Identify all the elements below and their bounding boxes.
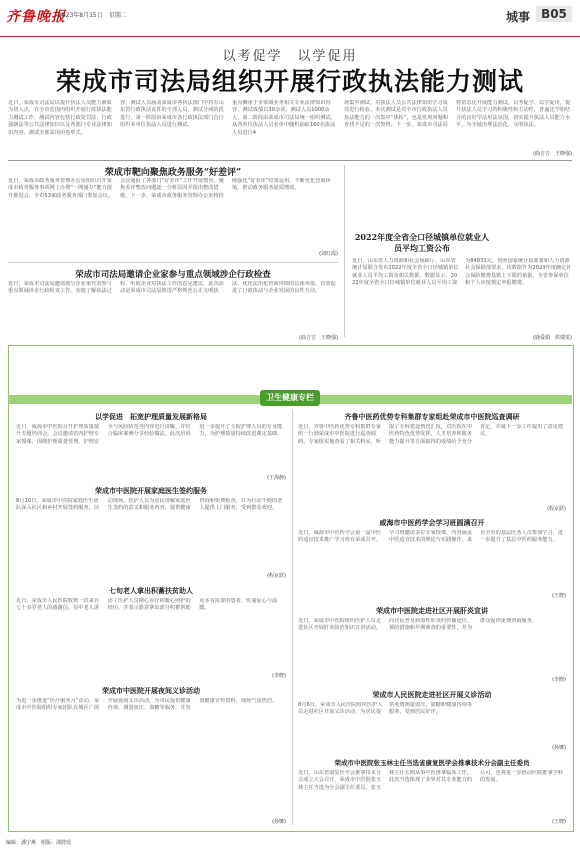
lead-byline: (曲吉吉 王晓强) — [533, 151, 572, 157]
story-a-title: 荣成市靶向聚焦政务服务“好差评” — [104, 168, 242, 178]
divider — [8, 160, 572, 161]
h6-byline: (王晓) — [552, 593, 566, 599]
lead-col-1: 近日，荣成市司法局以提升执法人员能力素质为切入点，在全市范围内组织开展行政执法能力测试工作，测试内容包括行政处罚法、行政强制法等公共法律知识以及各部门专业法律知识内容，测试全部采用闭卷形式。 — [8, 100, 112, 136]
h3-byline: (李晓) — [272, 673, 286, 679]
lead-col-4: 场集中测试，对执法人员公共法律知识学习成效进行检验。本次测试是对全市行政执法人员执法能力的一次集中“体检”，也是发现问题和查找不足的一次契机。下一步，荣成市司法局 — [344, 100, 448, 129]
issue-date: 2023年8月15日 星期二 — [58, 12, 127, 19]
h9-text: 近日，山东省康复医学会推拿技术分会成立大会召开，荣成市中医院张玉林主任当选为分会副主任委员。张玉林主任长期从事中医推拿临床工作，此次当选体现了业界对其专业能力的认可，也将进一步推动医院推拿学科的发展。 — [298, 770, 564, 791]
page-number: B05 — [536, 6, 572, 22]
h7-byline: (李晓) — [552, 677, 566, 683]
story-b-title: 荣成市司法局邀请企业家参与重点领域涉企行政检查 — [75, 270, 271, 280]
story-b-byline: (曲吉吉 王晓强) — [299, 335, 338, 341]
h9-title: 荣成市中医院张玉林主任当选省康复医学会推拿技术分会副主任委员 — [334, 759, 530, 767]
h7-text: 近日，荣成市中医院组织医护人员走进社区开展肝炎防治知识宣讲活动，向居民普及病毒性肝炎的传播途径、预防措施和早期筛查的重要性，并为群众提供免费咨询服务。 — [298, 618, 538, 632]
h4-byline: (孙娜) — [272, 819, 286, 825]
divider — [292, 410, 293, 825]
lead-col-5: 将常态化开展能力测试，以考促学、以学促用，提升执法人员学习的积极性和主动性，普遍比学相结合的良好学法用法氛围，切实提升执法人员能力水平，为全域治理法治化、文明执法。 — [456, 100, 571, 129]
h3-text: 近日，荣成市人民医院收到一封来自七十多岁老人的感谢信。信中老人讲述了医护人员精心诊疗和暖心照护的经历，并表示愿意拿出部分积蓄帮助更多有需要的患者，传递爱心与温暖。 — [16, 598, 278, 612]
h5-title: 齐鲁中医药优势专科集群专家组赴荣成市中医院巡查调研 — [344, 412, 520, 421]
divider — [344, 165, 345, 337]
h2-title: 荣成市中医院开展家庭医生签约服务 — [95, 486, 207, 495]
h4-text: 为进一步推进“医疗服务月”活动，荣成市中医院组织专家团队在城区广场开展夜间义诊活动，为市民提供健康咨询、测量血压、血糖等服务，并发放健康宣传资料，现场气氛热烈。 — [16, 698, 278, 712]
story-b-text: 近日，荣成市司法局邀请部分企业家代表参与重点领域涉企行政检查工作，实地了解执法过程，听取企业对执法工作的意见建议。此次活动是荣成市司法局推进严格规范公正文明执法、优化法治化营商环境的具体举措，有效促进了行政执法与企业发展的良性互动。 — [8, 281, 336, 295]
lead-kicker: 以考促学 以学促用 — [222, 49, 358, 64]
section-name: 城事 — [505, 10, 530, 24]
h1-text: 近日，威海市中医院召开护理质量提升专题培训会。会议邀请省内护理专家授课，围绕护理质量管理、护理安全与风险防范等内容进行讲解，并结合临床案例分享经验做法。此次培训进一步提升了全院护理人员的专业能力，为护理质量持续改进奠定基础。 — [16, 424, 283, 445]
h4-title: 荣成市中医院开展夜间义诊活动 — [102, 686, 200, 695]
footer-credits: 编辑：潘宁燕 组版：邵舒瑶 — [6, 840, 72, 846]
h5-byline: (程京跃) — [547, 506, 566, 512]
h8-text: 8月6日，荣成市人民医院组织医护人员走进社区开展义诊活动，为居民提供免费测量血压、血糖和健康咨询等服务，受到居民好评。 — [298, 702, 473, 716]
h8-byline: (孙娜) — [552, 745, 566, 751]
h3-title: 七旬老人拿出积蓄扶贫助人 — [109, 586, 193, 595]
story-c-title: 2022年度全省全口径城镇单位就业人员平均工资公布 — [354, 232, 490, 253]
h6-title: 威海市中医药学会学习班圆满召开 — [379, 518, 485, 527]
h6-text: 近日，威海市中医药学会第一届中医药适宜技术推广学习班在荣成召开。学习班邀请多位专家授课，内容涵盖中医适宜技术的理论与实践操作，来自全市的基层医务人员参加学习，进一步提升了基层中医药服务能力。 — [298, 530, 564, 544]
health-column-badge: 卫生健康专栏 — [260, 390, 320, 406]
h2-text: 8月10日，荣成市中医院家庭医生团队深入社区和乡村开展签约服务。活动现场，医护人员为居民讲解家庭医生签约的意义和服务内容，提供健康咨询和免费检查，并为行动不便的老人提供上门服务，受到群众欢迎。 — [16, 498, 283, 512]
h8-title: 荣成市人民医院走进社区开展义诊活动 — [372, 690, 492, 699]
story-a-byline: (刘红霞) — [319, 251, 338, 257]
h2-byline: (程京跃) — [267, 573, 286, 579]
h1-byline: (王海静) — [267, 475, 286, 481]
lead-col-2: 容，测试人员涵盖荣成市各执法部门中持有山东省行政执法证件的全部人员，测试分两阶段进行，第一阶段由荣成市各行政执法部门自行组织本单位执法人员进行测试。 — [120, 100, 224, 129]
h9-byline: (王晓) — [552, 819, 566, 825]
divider — [8, 262, 338, 263]
story-c-text: 近日，山东省人力资源和社会保障厅、山东省统计局联合发布2022年度全省全口径城镇单位就业人员平均工资及相关数据。数据显示，2022年度全省全口径城镇单位就业人员平均工资为84831元，按照国家统计局部署和人力资源社会保障部要求，该数据作为2023年度确定社会保险缴费基数上下限的依据，全省参保单位和个人应按规定申报缴费。 — [352, 258, 572, 287]
lead-col-3: 重点侧重于本领域业务相关专业法律知识内容，测试成绩以30余项，测试人员1000余人，第二阶段由荣成市司法局统一组织测试，从各单位执法人员名单中随机抽取160名执法人员进行4 — [232, 100, 336, 136]
story-a-text: 近日，荣成市政务服务管理办公室组织召开荣成市政务服务事项网上办理“一网通办”能力提升推进会，全市53家政务服务部门参加会议。会议通报了各部门“好差评”工作开展情况，聚焦差评整改问题逐一分析原因并提出整改措施。下一步，荣成市政务服务管理办公室将持续强化“好差评”结果运用，不断优化营商环境，推动政务服务提质增效。 — [8, 178, 331, 199]
lead-headline: 荣成市司法局组织开展行政执法能力测试 — [55, 67, 524, 96]
h1-title: 以学促进 拓宽护理质量发展新格局 — [95, 412, 207, 421]
newspaper-logo: 齐鲁晚报 — [6, 9, 66, 25]
story-c-byline: (鹿爱娟 侯瑞雯) — [533, 335, 572, 341]
h7-title: 荣成市中医院走进社区开展肝炎宣讲 — [376, 606, 488, 615]
h5-text: 近日，齐鲁中医药优势专科集群专家组一行到荣成市中医院进行巡查调研。专家组实地查看了相关科室，听取了专科建设情况汇报，对医院在中医药特色优势发挥、人才培养和服务能力提升等方面取得的成绩给予充分肯定，并就下一步工作提出了意见建议。 — [298, 424, 564, 445]
